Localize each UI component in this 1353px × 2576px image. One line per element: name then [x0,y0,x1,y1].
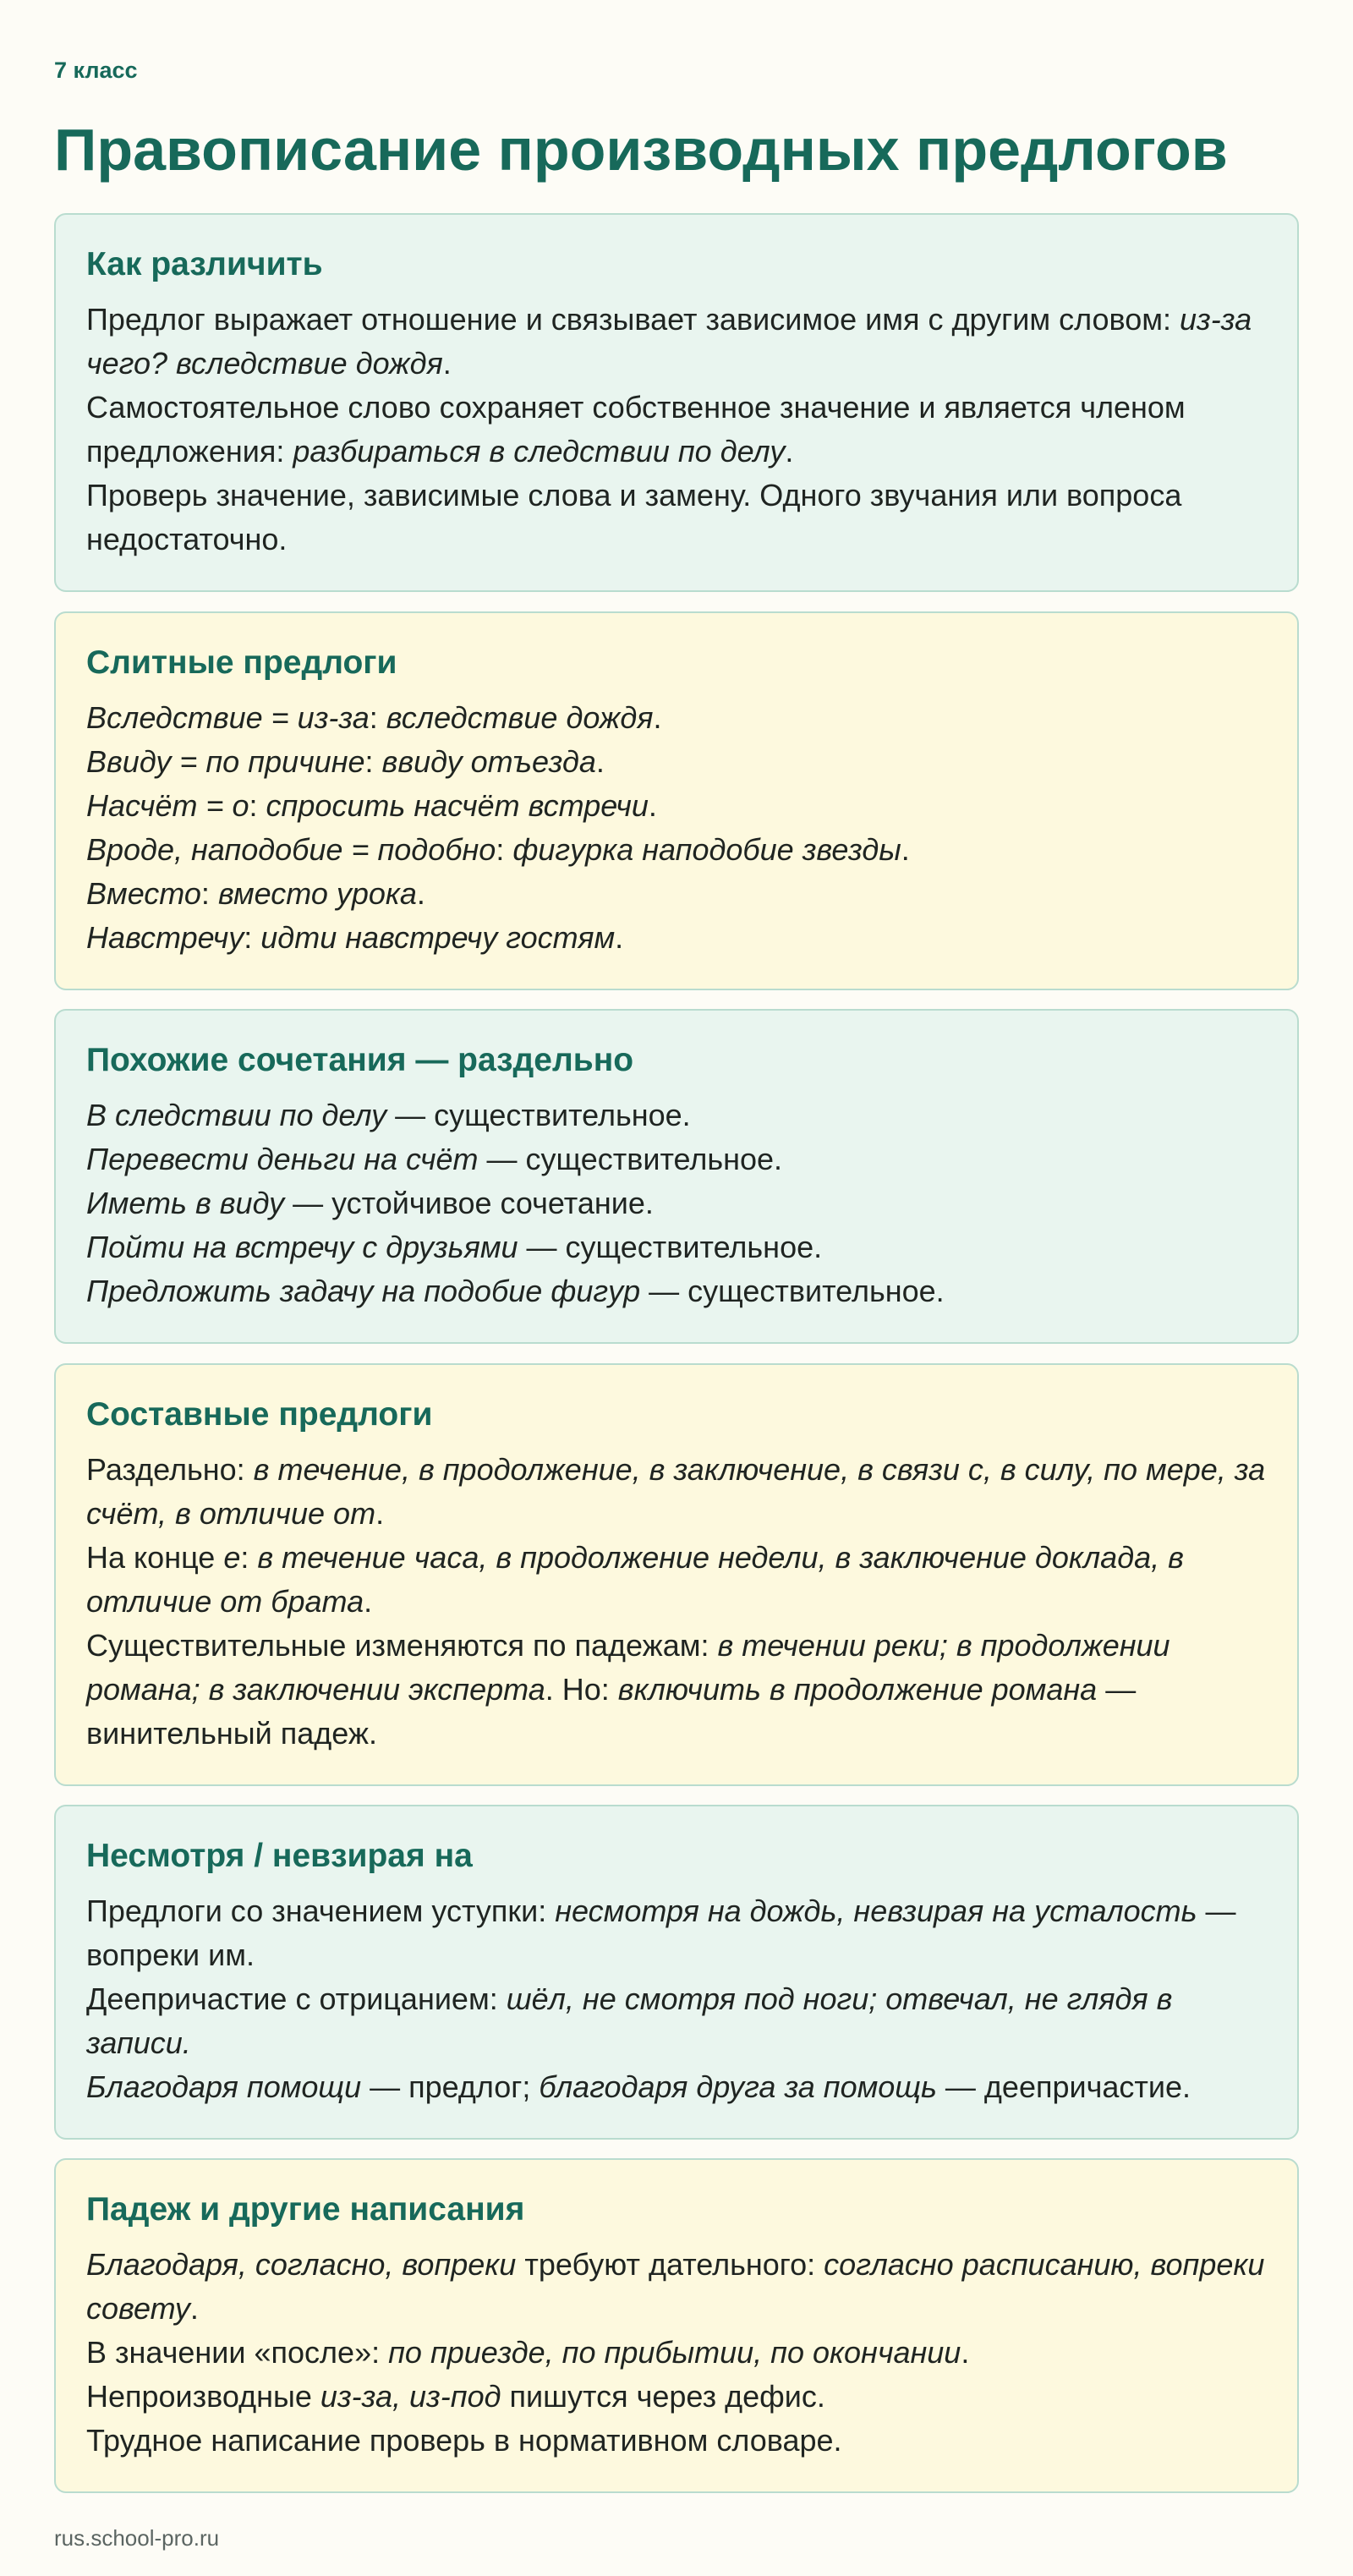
rule-text: Существительные изменяются по падежам: [86,1628,718,1663]
card-line [86,872,1267,916]
card-line [86,1889,1267,1977]
example-text: идти навстречу гостям [260,920,616,955]
example-text: в течение, в продолжение, в заключение, в связи с, в силу, по мере, за счёт, в отличие от [86,1452,1266,1531]
example-text: ввиду отъезда [381,744,596,779]
example-text: Ввиду = по причине [86,744,365,779]
rule-text: Предлоги со значением уступки: [86,1894,556,1928]
card-line [86,1181,1267,1225]
rule-text: — существительное. [386,1098,691,1132]
rule-text: : [364,744,382,779]
rule-text: . [189,2291,199,2326]
card-body [86,1889,1267,2109]
example-text: включить в продолжение романа [617,1672,1098,1707]
rule-text: Деепричастие с отрицанием: [86,1981,507,2016]
rule-text: Раздельно: [86,1452,254,1487]
card-title: Слитные предлоги [86,644,397,681]
card-title: Составные предлоги [86,1396,433,1433]
card-line [86,696,1267,740]
example-text: вместо урока [217,876,417,911]
example-text: Благодаря помощи [86,2069,362,2104]
example-text: В следствии по делу [86,1098,387,1132]
rule-text: требуют дательного: [516,2247,824,2282]
rule-text: . [961,2335,970,2370]
card-line [86,386,1267,474]
example-text: Вроде, наподобие = подобно [86,832,496,867]
card-body [86,2243,1267,2463]
example-text: фигурка наподобие звезды [512,832,901,867]
rule-text: : [200,876,218,911]
rule-text: В значении «после»: [86,2335,389,2370]
card-line [86,740,1267,784]
rule-text: — существительное. [478,1142,783,1176]
rule-text: — винительный падеж. [86,1672,1137,1751]
card-body [86,1093,1267,1313]
card-despite [54,1805,1299,2140]
rule-text: Трудное написание проверь в нормативном словаре. [86,2423,842,2458]
rule-text: : [244,920,261,955]
card-body [86,1448,1267,1756]
rule-text: . [615,920,624,955]
example-text: вследствие дождя [386,700,654,735]
example-text: Иметь в виду [86,1186,285,1220]
card-body [86,696,1267,960]
footer-site: rus.school-pro.ru [54,2525,220,2551]
rule-text: : [369,700,386,735]
example-text: в течение часа, в продолжение недели, в заключение доклада, в отличие от брата [86,1540,1184,1619]
card-fused-prepositions [54,611,1299,990]
example-text: из-за, из-под [320,2379,501,2414]
rule-text: — деепричастие. [936,2069,1191,2104]
card-line [86,1624,1267,1756]
rule-text: . [595,744,605,779]
rule-text: На конце [86,1540,224,1575]
card-line [86,2375,1267,2419]
card-line [86,1536,1267,1624]
example-text: Предложить задачу на подобие фигур [86,1274,641,1308]
example-text: Навстречу [86,920,244,955]
example-text: Вместо [86,876,201,911]
card-line [86,1977,1267,2065]
card-line [86,474,1267,562]
rule-text: — устойчивое сочетание. [284,1186,654,1220]
example-text: Благодаря, согласно, вопреки [86,2247,517,2282]
rule-text: . [648,788,657,823]
rule-text: . [375,1496,385,1531]
rule-text: пишутся через дефис. [501,2379,825,2414]
example-text: Вследствие = из-за [86,700,370,735]
card-line [86,2243,1267,2331]
rule-text: . [785,434,794,469]
rule-text: . Но: [545,1672,618,1707]
example-text: в течении реки; в продолжении романа; в заключении эксперта [86,1628,1170,1707]
page-title: Правописание производных предлогов [54,117,1228,183]
example-text: е [223,1540,241,1575]
card-line [86,2065,1267,2109]
rule-text: . [653,700,662,735]
rule-text: : [240,1540,258,1575]
example-text: шёл, не смотря под ноги; отвечал, не глядя в записи. [86,1981,1173,2060]
card-line [86,2419,1267,2463]
example-text: разбираться в следствии по делу [293,434,786,469]
card-line [86,1448,1267,1536]
rule-text: . [901,832,910,867]
rule-text: — существительное. [518,1230,823,1264]
card-line [86,298,1267,386]
rule-text: . [442,346,452,381]
example-text: согласно расписанию, вопреки совету [86,2247,1265,2326]
card-line [86,1225,1267,1269]
grade-label: 7 класс [54,58,138,83]
example-text: из-за чего? вследствие дождя [86,302,1252,381]
card-title: Похожие сочетания — раздельно [86,1042,634,1078]
card-title: Как различить [86,246,323,282]
card-line [86,1137,1267,1181]
card-title: Несмотря / невзирая на [86,1838,473,1874]
rule-text: Самостоятельное слово сохраняет собственное значение и является членом предложения: [86,390,1186,469]
rule-text: : [496,832,513,867]
card-compound-prepositions [54,1363,1299,1786]
card-title: Падеж и другие написания [86,2191,525,2228]
card-similar-combinations [54,1009,1299,1344]
example-text: Перевести деньги на счёт [86,1142,479,1176]
example-text: Пойти на встречу с друзьями [86,1230,518,1264]
card-line [86,828,1267,872]
card-line [86,916,1267,960]
card-case-and-spellings [54,2158,1299,2493]
card-body [86,298,1267,562]
rule-text: Непроизводные [86,2379,320,2414]
rule-text: — вопреки им. [86,1894,1236,1972]
card-line [86,784,1267,828]
card-line [86,1093,1267,1137]
card-how-to-distinguish [54,213,1299,592]
rule-text: . [364,1584,373,1619]
rule-text: — существительное. [640,1274,945,1308]
rule-text: . [416,876,425,911]
rule-text: — предлог; [361,2069,540,2104]
card-line [86,1269,1267,1313]
example-text: несмотря на дождь, невзирая на усталость [555,1894,1197,1928]
card-line [86,2331,1267,2375]
rule-text: Проверь значение, зависимые слова и замену. Одного звучания или вопроса недостаточно. [86,478,1182,556]
example-text: Насчёт = о [86,788,249,823]
example-text: спросить насчёт встречи [266,788,649,823]
rule-text: : [249,788,266,823]
rule-text: Предлог выражает отношение и связывает зависимое имя с другим словом: [86,302,1180,337]
example-text: благодаря друга за помощь [539,2069,937,2104]
example-text: по приезде, по прибытии, по окончании [388,2335,961,2370]
